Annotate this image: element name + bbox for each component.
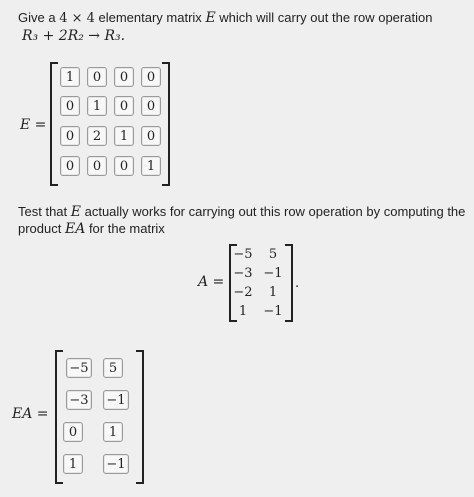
matrix-e-cell-input[interactable]: 0: [87, 67, 107, 87]
matrix-e-label: E =: [20, 117, 47, 133]
row-operation: R₃ + 2R₂ → R₃.: [22, 28, 126, 44]
matrix-symbol-ea: EA: [64, 221, 86, 237]
matrix-ea-cell-input[interactable]: −3: [66, 390, 92, 410]
matrix-a-period: .: [295, 276, 300, 291]
matrix-a-value: −2: [233, 285, 253, 300]
matrix-ea-right-bracket: [136, 350, 144, 484]
matrix-e-cell-input[interactable]: 0: [60, 96, 80, 116]
prompt-text-part: for the matrix: [85, 221, 165, 236]
matrix-ea-left-bracket: [55, 350, 63, 484]
matrix-a-value: −1: [263, 266, 283, 281]
matrix-a-label: A =: [198, 274, 225, 290]
matrix-ea-cell-input[interactable]: 1: [103, 422, 123, 442]
matrix-ea-cell-input[interactable]: 5: [103, 358, 123, 378]
matrix-a-value: 1: [268, 285, 278, 300]
matrix-ea-cell-input[interactable]: −1: [103, 454, 129, 474]
matrix-ea-cell-input[interactable]: 0: [63, 422, 83, 442]
question-text-part: Give a: [18, 10, 60, 25]
matrix-a-value: −5: [233, 247, 253, 262]
matrix-e-cell-input[interactable]: 1: [114, 126, 134, 146]
matrix-a-value: 1: [238, 304, 248, 319]
question-text: [18, 10, 468, 27]
matrix-e-cell-input[interactable]: 0: [141, 67, 161, 87]
matrix-e-cell-input[interactable]: 0: [87, 156, 107, 176]
question-text-part: which will carry out the row operation: [215, 10, 433, 25]
matrix-symbol-e: E: [70, 204, 81, 220]
prompt-text-part: Test that: [18, 204, 71, 219]
prompt-text-part: actually works for carrying out this row operation by computing the: [80, 204, 466, 219]
matrix-ea-cell-input[interactable]: −1: [103, 390, 129, 410]
matrix-ea-cell-input[interactable]: −5: [66, 358, 92, 378]
matrix-a-value: −3: [233, 266, 253, 281]
matrix-a-value: 5: [268, 247, 278, 262]
matrix-dimension: 4 × 4: [59, 11, 95, 26]
question-text-part: elementary matrix: [94, 10, 206, 25]
matrix-e-cell-input[interactable]: 0: [141, 126, 161, 146]
matrix-e-right-bracket: [162, 62, 170, 186]
matrix-e-cell-input[interactable]: 2: [87, 126, 107, 146]
matrix-e-cell-input[interactable]: 0: [114, 67, 134, 87]
matrix-e-cell-input[interactable]: 0: [141, 96, 161, 116]
prompt-text-part: product: [18, 221, 65, 236]
matrix-a-value: −1: [263, 304, 283, 319]
matrix-ea-label: EA =: [12, 406, 49, 422]
matrix-e-cell-input[interactable]: 1: [141, 156, 161, 176]
matrix-e-cell-input[interactable]: 0: [114, 156, 134, 176]
test-prompt: [18, 204, 468, 220]
matrix-e-cell-input[interactable]: 1: [60, 67, 80, 87]
matrix-e-left-bracket: [50, 62, 58, 186]
matrix-e-cell-input[interactable]: 0: [114, 96, 134, 116]
test-prompt-line2: [18, 221, 468, 237]
matrix-symbol-e: E: [205, 10, 216, 26]
matrix-e-cell-input[interactable]: 0: [60, 156, 80, 176]
matrix-ea-cell-input[interactable]: 1: [63, 454, 83, 474]
matrix-e-cell-input[interactable]: 0: [60, 126, 80, 146]
matrix-e-cell-input[interactable]: 1: [87, 96, 107, 116]
